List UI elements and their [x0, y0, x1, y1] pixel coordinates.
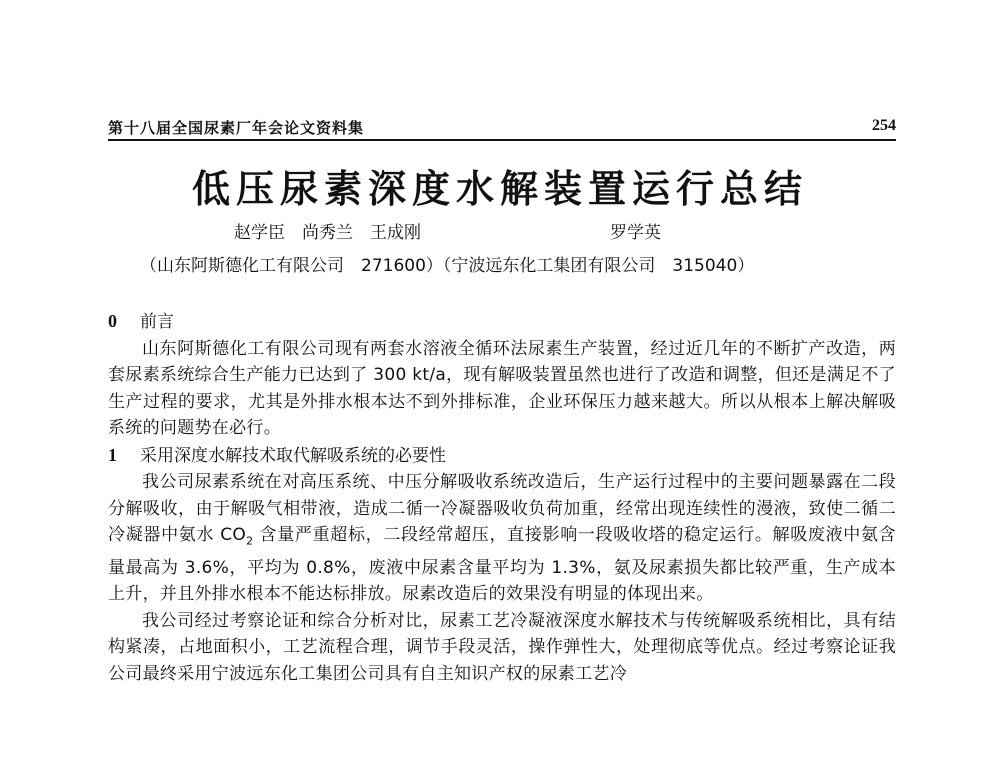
- paragraph-part: 含量严重超标，二段经常超压，直接影响一段吸收塔的稳定运行。解吸废液中氨含量最高为 3.6%，平均为 0.8%，废液中尿素含量平均为 1.3%，氨及尿素损失都比较严重，生产成本上升，并且外排水根本不能达标排放。尿素改造后的效果没有明显的体现出来。: [108, 525, 896, 605]
- affiliations: （山东阿斯德化工有限公司 271600）（宁波远东化工集团有限公司 315040）: [140, 256, 755, 276]
- paragraph-part: 我公司尿素系统在对高压系统、中压分解吸收系统改造后，生产运行过程中的主要问题暴露在二段分解吸收，由于解吸气相带液，造成二循一冷凝器吸收负荷加重，经常出现连续性的漫液，致使二循二冷凝器中氨水: [108, 472, 896, 545]
- body-text: [108, 308, 896, 687]
- paper-title: 低压尿素深度水解装置运行总结: [191, 166, 808, 211]
- section-title: 前言: [140, 312, 174, 332]
- running-header: [108, 117, 896, 141]
- section-number: 0: [108, 311, 117, 331]
- formula-co2: $CO_2$: [220, 525, 254, 548]
- paragraph: 我公司经过考察论证和综合分析对比，尿素工艺冷凝液深度水解技术与传统解吸系统相比，具有结构紧凑，占地面积小，工艺流程合理，调节手段灵活，操作弹性大，处理彻底等优点。经过考察论证我公司最终采用宁波远东化工集团公司具有自主知识产权的尿素工艺冷: [108, 610, 896, 684]
- section-heading-0: [108, 308, 896, 336]
- authors-group-2: 罗学英: [610, 223, 661, 243]
- journal-title: 第十八届全国尿素厂年会论文资料集: [108, 119, 365, 137]
- section-number: 1: [108, 444, 117, 465]
- paragraph: [108, 469, 896, 608]
- section-title: 采用深度水解技术取代解吸系统的必要性: [140, 445, 446, 466]
- authors-group-1: 赵学臣 尚秀兰 王成刚: [234, 223, 421, 243]
- page-number: 254: [872, 117, 896, 134]
- section-heading-1: [108, 442, 896, 470]
- paragraph: 山东阿斯德化工有限公司现有两套水溶液全循环法尿素生产装置，经过近几年的不断扩产改造，两套尿素系统综合生产能力已达到了 300 kt/a，现有解吸装置虽然也进行了改造和调整，但还是满足不了生产过程的要求，尤其是外排水根本达不到外排标准，企业环保压力越来越大。所以从根本上解决解吸系统的问题势在必行。: [108, 338, 896, 438]
